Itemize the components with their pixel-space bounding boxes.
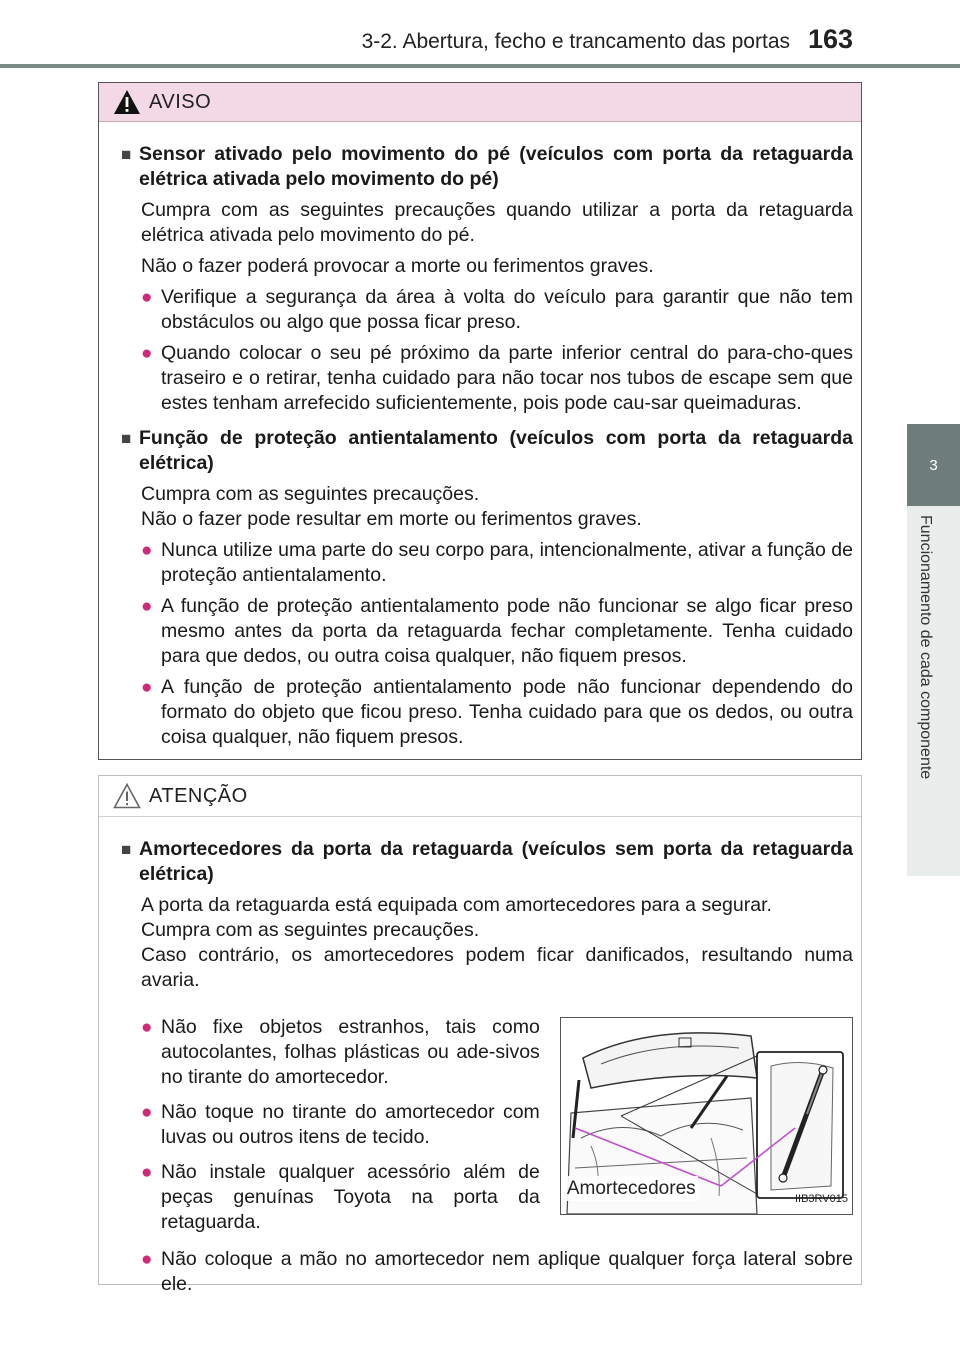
list-item: ● Não fixe objetos estranhos, tais como autocolantes, folhas plásticas ou ade-sivos no tirante do amortecedor. bbox=[141, 1016, 540, 1088]
caution-content bbox=[99, 817, 861, 1297]
list-item: ● Não coloque a mão no amortecedor nem aplique qualquer força lateral sobre ele. bbox=[141, 1248, 853, 1295]
list-item: ● Nunca utilize uma parte do seu corpo para, intencionalmente, ativar a função de proteção antientalamento. bbox=[141, 539, 853, 586]
side-tab-number: 3 bbox=[907, 424, 960, 506]
header-title: 3-2. Abertura, fecho e trancamento das portas bbox=[361, 30, 790, 53]
warning-label: AVISO bbox=[149, 90, 212, 113]
circle-bullet-icon: ● bbox=[141, 677, 153, 698]
figure-bullets bbox=[121, 1005, 540, 1235]
caution-header bbox=[99, 776, 861, 817]
circle-bullet-icon: ● bbox=[141, 1017, 153, 1038]
warning-triangle-icon bbox=[113, 89, 141, 115]
paragraph: Cumpra com as seguintes precauções quando utilizar a porta da retaguarda elétrica ativada pelo movimento do pé. bbox=[141, 199, 853, 246]
paragraph: Cumpra com as seguintes precauções. bbox=[141, 483, 480, 505]
figure-code: IIB3RV015 bbox=[794, 1193, 848, 1205]
section-title: ■ Função de proteção antientalamento (veículos com porta da retaguarda elétrica) bbox=[121, 427, 853, 474]
figure-callout-label: Amortecedores bbox=[566, 1178, 696, 1199]
header-rule bbox=[0, 64, 960, 68]
circle-bullet-icon: ● bbox=[141, 287, 153, 308]
list-item: ● Não instale qualquer acessório além de peças genuínas Toyota na porta da retaguarda. bbox=[141, 1161, 540, 1233]
circle-bullet-icon: ● bbox=[141, 343, 153, 364]
section-title: ■ Amortecedores da porta da retaguarda (veículos sem porta da retaguarda elétrica) bbox=[121, 838, 853, 885]
caution-triangle-icon bbox=[113, 783, 141, 809]
paragraph: Caso contrário, os amortecedores podem ficar danificados, resultando numa avaria. bbox=[141, 944, 853, 991]
bullets-with-figure bbox=[121, 1005, 853, 1235]
warning-box bbox=[98, 82, 862, 760]
paragraph: Não o fazer pode resultar em morte ou ferimentos graves. bbox=[141, 508, 642, 530]
side-tab-label: Funcionamento de cada componente bbox=[917, 515, 934, 780]
caution-label: ATENÇÃO bbox=[149, 784, 248, 807]
square-bullet-icon: ■ bbox=[121, 840, 132, 859]
square-bullet-icon: ■ bbox=[121, 145, 132, 164]
warning-header bbox=[99, 83, 861, 122]
list-item: ● A função de proteção antientalamento pode não funcionar dependendo do formato do objeto que ficou preso. Tenha cuidado para que os dedos, ou outra coisa qualquer, não fiquem presos. bbox=[141, 676, 853, 748]
tailgate-damper-illustration bbox=[560, 1017, 853, 1215]
section-title: ■ Sensor ativado pelo movimento do pé (veículos com porta da retaguarda elétrica ativada pelo movimento do pé) bbox=[121, 143, 853, 190]
paragraph: A porta da retaguarda está equipada com amortecedores para a segurar. bbox=[141, 894, 772, 916]
circle-bullet-icon: ● bbox=[141, 1249, 153, 1270]
circle-bullet-icon: ● bbox=[141, 1162, 153, 1183]
square-bullet-icon: ■ bbox=[121, 429, 132, 448]
paragraph: Não o fazer poderá provocar a morte ou ferimentos graves. bbox=[141, 255, 654, 277]
warning-content bbox=[99, 122, 861, 750]
list-item: ● Verifique a segurança da área à volta do veículo para garantir que não tem obstáculos ou algo que possa ficar preso. bbox=[141, 286, 853, 333]
list-item: ● Quando colocar o seu pé próximo da parte inferior central do para-cho-ques traseiro e o retirar, tenha cuidado para não tocar nos tubos de escape sem que estes tenham arrefecido suficientemente, pois pode cau-sar queimaduras. bbox=[141, 342, 853, 414]
caution-box bbox=[98, 775, 862, 1295]
circle-bullet-icon: ● bbox=[141, 540, 153, 561]
page-number: 163 bbox=[808, 24, 854, 54]
paragraph: Cumpra com as seguintes precauções. bbox=[141, 919, 480, 941]
circle-bullet-icon: ● bbox=[141, 596, 153, 617]
list-item: ● Não toque no tirante do amortecedor com luvas ou outros itens de tecido. bbox=[141, 1101, 540, 1148]
circle-bullet-icon: ● bbox=[141, 1102, 153, 1123]
list-item: ● A função de proteção antientalamento pode não funcionar se algo ficar preso mesmo antes da porta da retaguarda fechar completamente. Tenha cuidado para que dedos, ou outra coisa qualquer, não fiquem presos. bbox=[141, 595, 853, 667]
